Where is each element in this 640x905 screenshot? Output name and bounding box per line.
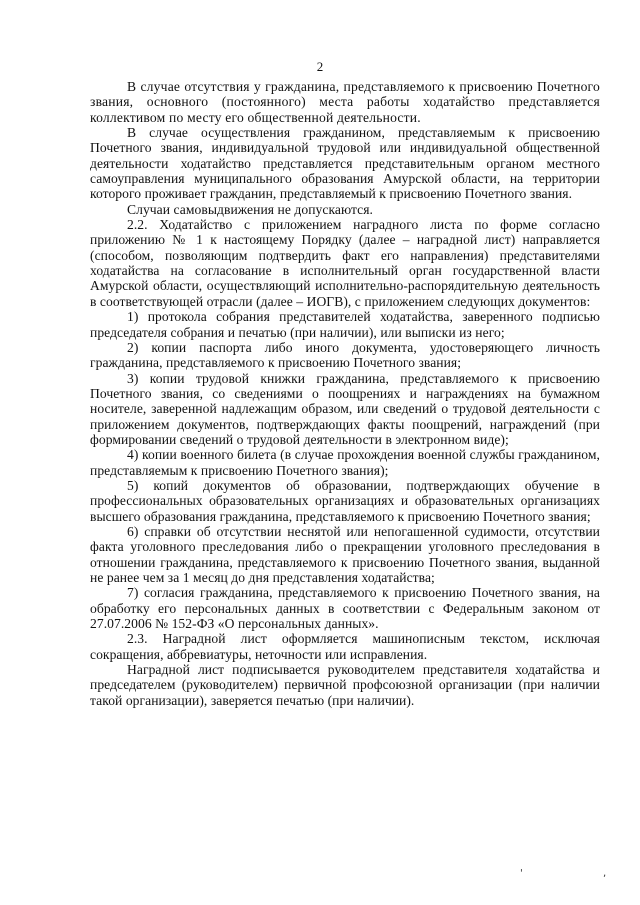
paragraph-section-2-2: 2.2. Ходатайство с приложением наградного листа по форме согласно приложению № 1 к настоящему Порядку (далее – наградной лист) направляется (способом, позволяющим подтвердить факт его направления) представителями ходатайства на согласование в исполнительный орган государственной власти Амурской области, осуществляющий исполнительно-распорядительную деятельность в соответствующей отрасли (далее – ИОГВ), с приложением следующих документов:	[90, 217, 600, 309]
paragraph-self-nomination: Случаи самовыдвижения не допускаются.	[127, 201, 374, 217]
list-item-3: 3) копии трудовой книжки гражданина, представляемого к присвоению Почетного звания, со сведениями о поощрениях и награждениях на бумажном носителе, заверенной надлежащим образом, или сведений о трудовой деятельности с приложением документов, подтверждающих факты поощрений, награждений (при формировании сведений о трудовой деятельности в электронном виде);	[90, 370, 600, 447]
scan-mark: '	[520, 868, 523, 879]
paragraph-individual-activity: В случае осуществления гражданином, представляемым к присвоению Почетного звания, индивидуальной трудовой или индивидуальной общественной деятельности ходатайство представляется представительным органом местного самоуправления муниципального образования Амурской области, на территории которого проживает гражданин, представляемый к присвоению Почетного звания.	[90, 125, 600, 202]
paragraph-section-2-3: 2.3. Наградной лист оформляется машинописным текстом, исключая сокращения, аббревиатуры, неточности или исправления.	[90, 631, 600, 662]
list-item-6: 6) справки об отсутствии неснятой или непогашенной судимости, отсутствии факта уголовного преследования либо о прекращении уголовного преследования в отношении гражданина, представляемого к присвоению Почетного звания, выданной не ранее чем за 1 месяц до дня представления ходатайства;	[90, 523, 600, 585]
list-item-4: 4) копии военного билета (в случае прохождения военной службы гражданином, представляемым к присвоению Почетного звания);	[90, 447, 600, 478]
document-body	[90, 79, 600, 708]
paragraph-signature: Наградной лист подписывается руководителем представителя ходатайства и председателем (руководителем) первичной профсоюзной организации (при наличии такой организации), заверяется печатью (при наличии).	[90, 662, 600, 708]
list-item-1: 1) протокола собрания представителей ходатайства, заверенного подписью председателя собрания и печатью (при наличии), или выписки из него;	[90, 309, 600, 340]
list-item-5: 5) копий документов об образовании, подтверждающих обучение в профессиональных образовательных организациях и образовательных организациях высшего образования гражданина, представляемого к присвоению Почетного звания;	[90, 477, 600, 524]
paragraph-no-workplace: В случае отсутствия у гражданина, представляемого к присвоению Почетного звания, основного (постоянного) места работы ходатайство представляется коллективом по месту его общественной деятельности.	[90, 79, 600, 125]
list-item-2: 2) копии паспорта либо иного документа, удостоверяющего личность гражданина, представляемого к присвоению Почетного звания;	[90, 339, 600, 371]
list-item-7: 7) согласия гражданина, представляемого к присвоению Почетного звания, на обработку его персональных данных в соответствии с Федеральным законом от 27.07.2006 № 152-ФЗ «О персональных данных».	[90, 585, 600, 632]
page-number: 2	[316, 59, 324, 74]
scan-mark: ,	[603, 868, 607, 879]
